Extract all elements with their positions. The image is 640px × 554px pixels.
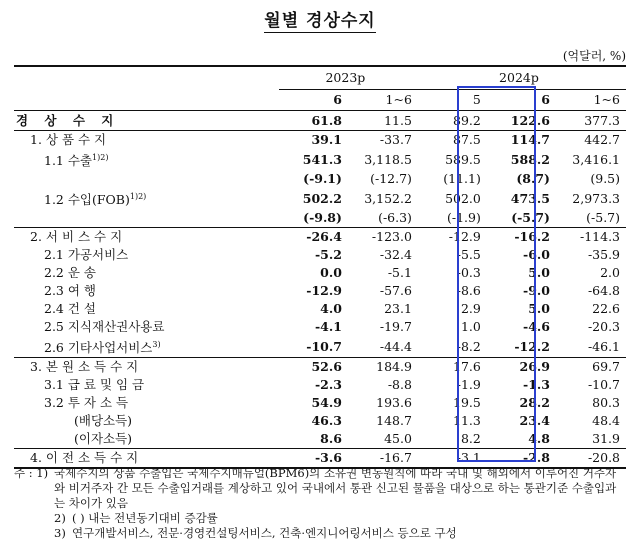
cell-value: 4.8 — [528, 431, 550, 447]
cell-value: 193.6 — [376, 395, 412, 411]
table-row — [14, 282, 626, 300]
header-row-years — [14, 66, 626, 90]
cell-value: -8.8 — [387, 377, 412, 393]
cell-value: -20.8 — [556, 449, 626, 469]
cell-value: -5.1 — [387, 265, 412, 281]
cell-value: -3.6 — [279, 449, 348, 469]
cell-value: -20.3 — [587, 319, 620, 335]
cell-value: -8.2 — [456, 338, 481, 354]
cell-value: 39.1 — [279, 131, 348, 150]
row-label: 2.2 운 송 — [44, 265, 96, 281]
row-label: 2.1 가공서비스 — [44, 247, 129, 263]
cell-value: -4.6 — [523, 319, 550, 335]
col-2023-1-6: 1~6 — [348, 90, 418, 111]
cell-value: 80.3 — [592, 395, 620, 411]
cell-value: -16.7 — [348, 449, 418, 469]
table-row — [14, 376, 626, 394]
cell-value: -9.0 — [523, 283, 550, 299]
cell-value: 589.5 — [445, 151, 481, 167]
cell-value: 2,973.3 — [572, 190, 620, 206]
row-label: 2. 서 비 스 수 지 — [14, 228, 279, 247]
cell-value: 8.6 — [320, 431, 342, 447]
table-row — [14, 228, 626, 247]
row-label: 3.2 투 자 소 득 — [44, 395, 129, 411]
cell-value: 3,152.2 — [364, 190, 412, 206]
table-row — [14, 300, 626, 318]
footnote-2: 2) ( ) 내는 전년동기대비 증감률 — [54, 511, 218, 525]
table-row — [14, 318, 626, 336]
row-label: 2.4 건 설 — [44, 301, 96, 317]
cell-value: 61.8 — [311, 112, 342, 128]
cell-value: -123.0 — [348, 228, 418, 247]
cell-value: (11.1) — [443, 171, 481, 187]
page-title: 월별 경상수지 — [264, 11, 376, 31]
row-label: 1.2 수입(FOB)$^{1)2)}$ — [44, 192, 147, 208]
col-2024-1-6: 1~6 — [556, 90, 626, 111]
cell-value: 69.7 — [556, 358, 626, 377]
table-row — [14, 412, 626, 430]
cell-value: 17.6 — [418, 358, 487, 377]
cell-value: 541.3 — [302, 151, 342, 167]
cell-value: -0.3 — [456, 265, 481, 281]
row-label: (배당소득) — [74, 413, 133, 429]
cell-value: -114.3 — [556, 228, 626, 247]
cell-value: (-5.7) — [511, 210, 550, 226]
cell-value: 31.9 — [592, 431, 620, 447]
table-row — [14, 246, 626, 264]
cell-value: -33.7 — [348, 131, 418, 150]
table-row — [14, 209, 626, 228]
footnotes — [14, 466, 626, 541]
cell-value: 3,118.5 — [364, 151, 412, 167]
cell-value: -19.7 — [379, 319, 412, 335]
cell-value: (-12.7) — [370, 171, 412, 187]
row-label: 1.1 수출$^{1)2)}$ — [44, 153, 109, 169]
cell-value: 87.5 — [418, 131, 487, 150]
cell-value: 442.7 — [556, 131, 626, 150]
table-row — [14, 394, 626, 412]
cell-value: 377.3 — [584, 112, 620, 128]
cell-value: 2.0 — [600, 265, 620, 281]
col-2023-6: 6 — [279, 90, 348, 111]
row-label — [14, 170, 279, 188]
cell-value: 11.5 — [384, 112, 412, 128]
cell-value: 52.6 — [279, 358, 348, 377]
cell-value: 3,416.1 — [572, 151, 620, 167]
cell-value: -12.9 — [306, 283, 342, 299]
table-row — [14, 188, 626, 209]
cell-value: 1.0 — [460, 319, 481, 335]
row-label — [14, 209, 279, 228]
header-2024: 2024p — [418, 66, 626, 90]
cell-value: -6.0 — [523, 247, 550, 263]
col-2024-6: 6 — [487, 90, 556, 111]
cell-value: 11.3 — [453, 413, 481, 429]
cell-value: -5.2 — [314, 247, 342, 263]
cell-value: 473.5 — [510, 190, 550, 206]
cell-value: -2.8 — [487, 449, 556, 469]
cell-value: 5.0 — [528, 265, 550, 281]
table-row — [14, 430, 626, 449]
cell-value: 502.2 — [302, 190, 342, 206]
cell-value: -12.2 — [514, 338, 550, 354]
cell-value: -32.4 — [379, 247, 412, 263]
cell-value: (9.5) — [590, 171, 620, 187]
cell-value: -1.9 — [456, 377, 481, 393]
cell-value: 0.0 — [320, 265, 342, 281]
cell-value: 502.0 — [445, 190, 481, 206]
header-row-months — [14, 90, 626, 111]
cell-value: 23.1 — [384, 301, 412, 317]
header-2023: 2023p — [279, 66, 418, 90]
cell-value: (-6.3) — [378, 210, 412, 226]
row-label: 1. 상 품 수 지 — [14, 131, 279, 150]
table-row — [14, 170, 626, 188]
footnote-1: 주 : 1) 국제수지의 상품 수출입은 국제수지매뉴얼(BPM6)의 소유권 변동원칙에 따라 국내 및 해외에서 이루어진 거주자와 비거주자 간 모든 수출입거래를 계상하고 있어 국내에서 통관 신고된 물품을 대상으로 하는 통관기준 수출입과는 차이가 있음 — [14, 466, 617, 510]
row-label: 3.1 급 료 및 임 금 — [44, 377, 145, 393]
cell-value: -57.6 — [379, 283, 412, 299]
cell-value: -2.3 — [314, 377, 342, 393]
cell-value: 5.0 — [528, 301, 550, 317]
cell-value: 28.2 — [519, 395, 550, 411]
cell-value: -35.9 — [587, 247, 620, 263]
cell-value: 54.9 — [311, 395, 342, 411]
cell-value: (-1.9) — [447, 210, 481, 226]
cell-value: (-9.1) — [303, 171, 342, 187]
cell-value: -64.8 — [587, 283, 620, 299]
cell-value: 48.4 — [592, 413, 620, 429]
cell-value: -4.1 — [314, 319, 342, 335]
cell-value: 148.7 — [376, 413, 412, 429]
table-row — [14, 131, 626, 150]
row-label: (이자소득) — [74, 431, 133, 447]
cell-value: 26.9 — [487, 358, 556, 377]
current-account-table — [14, 65, 626, 469]
cell-value: 8.2 — [460, 431, 481, 447]
cell-value: -44.4 — [379, 338, 412, 354]
cell-value: -12.9 — [418, 228, 487, 247]
table-row — [14, 358, 626, 377]
cell-value: 2.9 — [460, 301, 481, 317]
row-label: 2.6 기타사업서비스$^{3)}$ — [44, 340, 161, 356]
col-2024-5: 5 — [418, 90, 487, 111]
cell-value: 588.2 — [510, 151, 550, 167]
row-label: 4. 이 전 소 득 수 지 — [14, 449, 279, 469]
cell-value: 22.6 — [592, 301, 620, 317]
cell-value: 89.2 — [453, 112, 481, 128]
table-row — [14, 111, 626, 131]
cell-value: 4.0 — [320, 301, 342, 317]
unit-label: (억달러, %) — [562, 49, 626, 63]
row-label: 경 상 수 지 — [16, 112, 120, 128]
cell-value: -1.3 — [523, 377, 550, 393]
cell-value: -10.7 — [587, 377, 620, 393]
cell-value: (8.7) — [516, 171, 550, 187]
cell-value: -26.4 — [279, 228, 348, 247]
table-row — [14, 149, 626, 170]
cell-value: 45.0 — [384, 431, 412, 447]
cell-value: (-5.7) — [586, 210, 620, 226]
cell-value: 46.3 — [311, 413, 342, 429]
cell-value: 23.4 — [519, 413, 550, 429]
cell-value: -10.7 — [306, 338, 342, 354]
cell-value: -16.2 — [487, 228, 556, 247]
table-row — [14, 336, 626, 358]
cell-value: -5.5 — [456, 247, 481, 263]
row-label: 2.3 여 행 — [44, 283, 96, 299]
footnote-3: 3) 연구개발서비스, 전문·경영컨설팅서비스, 건축·엔지니어링서비스 등으로 구성 — [54, 526, 457, 540]
cell-value: 122.6 — [510, 112, 550, 128]
table-row — [14, 264, 626, 282]
cell-value: -46.1 — [587, 338, 620, 354]
cell-value: 19.5 — [453, 395, 481, 411]
cell-value: 184.9 — [348, 358, 418, 377]
cell-value: 114.7 — [487, 131, 556, 150]
cell-value: -3.1 — [418, 449, 487, 469]
row-label: 2.5 지식재산권사용료 — [44, 319, 165, 335]
cell-value: (-9.8) — [303, 210, 342, 226]
row-label: 3. 본 원 소 득 수 지 — [14, 358, 279, 377]
cell-value: -8.6 — [456, 283, 481, 299]
